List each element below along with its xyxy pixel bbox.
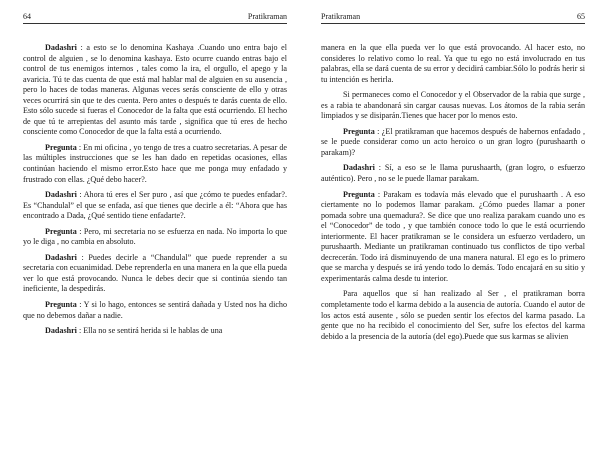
speaker-label: Dadashri: [45, 252, 77, 262]
speaker-label: Pregunta: [45, 226, 77, 236]
paragraph: [23, 300, 287, 321]
left-page-body: [23, 43, 287, 342]
speaker-label: Dadashri: [45, 190, 77, 200]
left-page: [23, 0, 287, 463]
left-page-header: [23, 10, 287, 24]
paragraph: [23, 227, 287, 248]
paragraph-text: : Ella no se sentirá herida si le hablas de una: [78, 326, 223, 336]
paragraph: [23, 43, 287, 138]
paragraph-text: manera en la que ella pueda ver lo que está provocando. Al hacer esto, no consideres lo relativo como lo real. Ya que tu ego no está involucrado en tus palabras, ella se dará cuenta de su error y decidirá cambiar.Sólo lo podrás herir si tu intención es herirla.: [321, 43, 585, 84]
right-page-header: [321, 10, 585, 24]
running-head: Pratikraman: [247, 12, 287, 21]
paragraph-text: : Ahora tú eres el Ser puro , así que ¿cómo te puedes enfadar?. Es “Chandulal” el que se enfada, así que tienes que decirle a él: “Ahora que has encontrado a Dada, ¿Qué sentido tiene enfadarte?.: [23, 190, 287, 221]
right-page: [321, 0, 585, 463]
speaker-label: Pregunta: [45, 300, 77, 310]
right-page-body: [321, 43, 585, 347]
paragraph: [321, 289, 585, 342]
paragraph: [23, 326, 287, 337]
paragraph-text: : Pero, mi secretaria no se esfuerza en nada. No importa lo que yo le diga , no cambia en absoluto.: [23, 226, 287, 247]
paragraph-text: : Puedes decirle a “Chandulal” que puede reprender a su secretaria con ecuanimidad. Debe reprenderla en una manera en la que ella pueda ver lo que está provocando. Nunca le debes decir que si continúa siendo tan ineficiente, la despedirás.: [23, 252, 287, 294]
speaker-label: Pregunta: [343, 126, 375, 136]
paragraph: [321, 190, 585, 285]
page-number: 64: [23, 12, 31, 21]
paragraph: [23, 253, 287, 295]
speaker-label: Pregunta: [45, 142, 77, 152]
paragraph-text: Para aquellos que sí han realizado al Ser , el pratikraman borra completamente todo el karma debido a la ausencia de autoría. Cuando el autor de los actos está ausente , sólo se pueden sentir los efectos del karma pasado. La gente que no ha recibido el conocimiento del Ser, sufre los efectos del karma debido a la presencia de la autoría (del ego).Puede que sus karmas se alivien: [321, 289, 585, 341]
paragraph: [321, 163, 585, 184]
paragraph-text: : Sí, a eso se le llama purushaarth, (gran logro, o esfuerzo auténtico). Pero , no se le puede llamar parakam.: [321, 163, 585, 184]
paragraph: [321, 90, 585, 122]
paragraph-text: : En mi oficina , yo tengo de tres a cuatro secretarias. A pesar de las múltiples instrucciones que se les han dado en repetidas ocasiones, ellas continúan haciendo el mismo error.Esto hace que me ponga muy enfadado y frustrado con ellas. ¿Qué debo hacer?.: [23, 142, 287, 184]
page-number: 65: [577, 12, 585, 21]
paragraph: [23, 143, 287, 185]
running-head: Pratikraman: [321, 12, 361, 21]
speaker-label: Dadashri: [45, 326, 77, 336]
speaker-label: Pregunta: [343, 189, 375, 199]
paragraph-text: : Y si lo hago, entonces se sentirá dañada y Usted nos ha dicho que no debemos dañar a nadie.: [23, 300, 288, 320]
speaker-label: Dadashri: [45, 43, 77, 52]
paragraph: [321, 127, 585, 159]
paragraph: [321, 43, 585, 85]
paragraph-text: : ¿El pratikraman que hacemos después de habernos enfadado , se le puede considerar como un acto heroico o un gran logro (purushaarth o parakam)?: [321, 126, 585, 157]
paragraph-text: : a esto se lo denomina Kashaya .Cuando uno entra bajo el control de alguien , se lo denomina kashaya. Esto ocurre cuando entras bajo el control de tus enemigos internos , tales como la ira, el orgullo, el apego y la avaricia. Tú te das cuenta de que está mal hablar mal de alguien en su ausencia , pero lo haces de todas maneras. Algunas veces serás consciente de ello y otras veces ocurrirá sin que te des cuenta. Pero antes o después te darás cuenta de ello. Esto sólo sucede si fueras el Conocedor de la falta que está ocurriendo. El hecho de que tú te arrepientas del asunto más tarde , significa que tú eres de hecho consciente como Conocedor de que la falta está a ocurriendo.: [23, 43, 287, 137]
speaker-label: Dadashri: [343, 163, 375, 173]
paragraph: [23, 190, 287, 222]
paragraph-text: Si permaneces como el Conocedor y el Observador de la rabia que surge , es a rabia te abandonará sin cargar causas nuevas. Los átomos de la rabia serán limpiados y se disiparán.Tienes que hacer por lo menos esto.: [321, 90, 585, 121]
paragraph-text: : Parakam es todavía más elevado que el purushaarth . A eso ciertamente no lo podemos llamar parakam. ¿Cómo puedes llamar a poner pomada sobre una quemadura?. Se dice que uno realiza parakam cuando uno es el “Conocedor” de todo , y que también conoce todo lo que le está ocurriendo interiormente. El hacer pratikraman se le considera un esfuerzo verdadero, un purushaarth. Mediante un pratikraman continuado tus conflictos de tipo verbal decrecerán. Todo irá disminuyendo de una manera natural. El ego es lo primero que se marcha y después se irá yendo todo lo demás. Todo encajará en su sitio y experimentarás calma desde tu interior.: [321, 189, 585, 283]
